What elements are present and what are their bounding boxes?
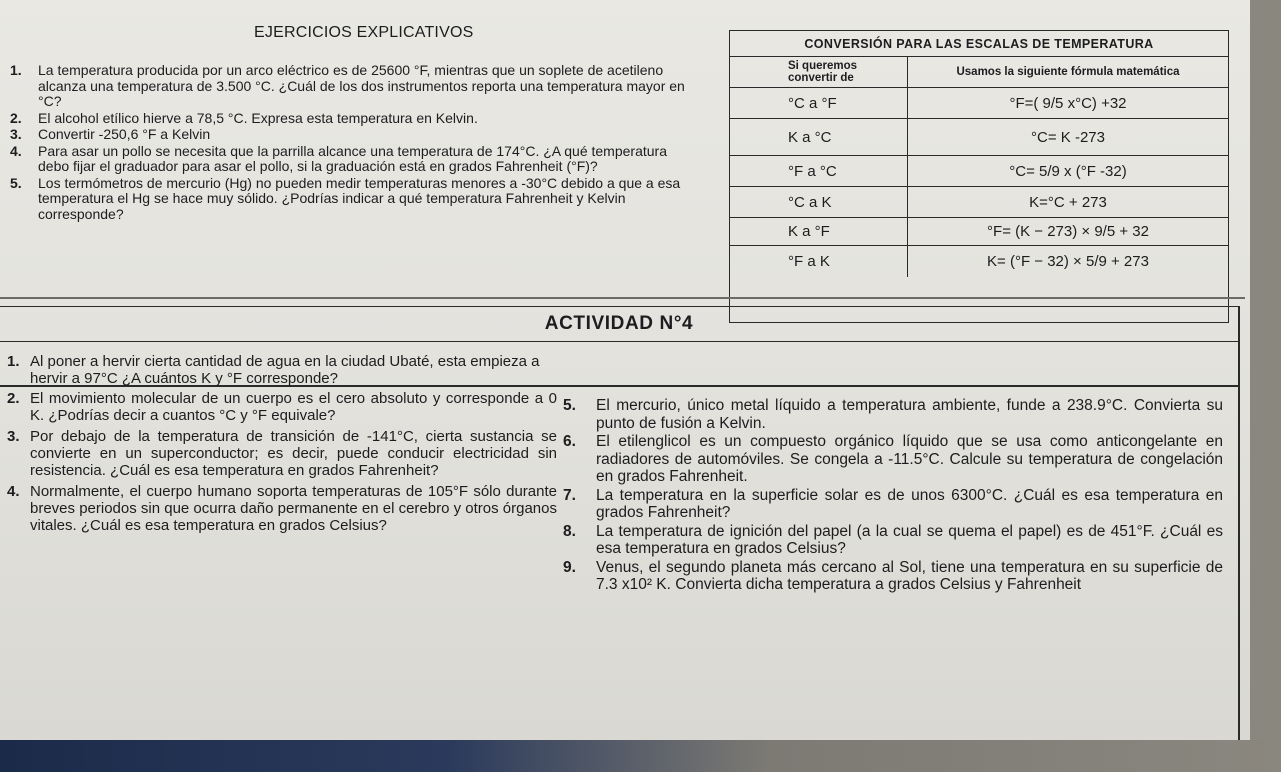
conversion-formula: K=°C + 273 [908, 187, 1228, 218]
explicativo-item [10, 63, 700, 110]
item-text: El etilenglicol es un compuesto orgánico líquido que se usa como anticongelante en radiadores de automóviles. Se congela a -11.5°C. Calcule su temperatura de congelación en grados Fahrenheit. [596, 433, 1223, 485]
conversion-formula: °F= (K − 273) × 9/5 + 32 [908, 218, 1228, 246]
actividad-item [7, 428, 557, 479]
conversion-from: K a °C [730, 119, 908, 156]
item-text: Al poner a hervir cierta cantidad de agua en la ciudad Ubaté, esta empieza a hervir a 97°C ¿A cuántos K y °F corresponde? [30, 353, 540, 387]
item-number: 1. [10, 62, 22, 78]
explicativo-item [10, 111, 700, 127]
item-text: Los termómetros de mercurio (Hg) no pueden medir temperaturas menores a -30°C debido a que a esa temperatura el Hg se hace muy sólido. ¿Podrías indicar a qué temperatura Fahrenheit y Kelvin corresponde? [38, 174, 681, 222]
conversion-table-title: CONVERSIÓN PARA LAS ESCALAS DE TEMPERATURA [730, 31, 1228, 57]
item-text: La temperatura de ignición del papel (a la cual se quema el papel) es de 451°F. ¿Cuál es esa temperatura en grados Celsius? [596, 522, 1223, 557]
explicativo-item [10, 144, 700, 175]
conversion-formula: °F=( 9/5 x°C) +32 [908, 88, 1228, 119]
item-number: 4. [7, 483, 20, 500]
item-text: Venus, el segundo planeta más cercano al Sol, tiene una temperatura en su superficie de 7.3 x10² K. Convierta dicha temperatura a grados Celsius y Fahrenheit [596, 558, 1223, 593]
actividad-item [563, 487, 1223, 522]
conversion-from: °C a K [730, 187, 908, 218]
item-number: 3. [10, 126, 22, 142]
item-text: Normalmente, el cuerpo humano soporta temperaturas de 105°F sólo durante breves periodos sin que ocurra daño permanente en el cerebro y otros órganos vitales. ¿Cuál es esa temperatura en grados Celsius? [30, 483, 557, 534]
item-number: 7. [563, 486, 576, 504]
conversion-from: °C a °F [730, 88, 908, 119]
conversion-header-formula: Usamos la siguiente fórmula matemática [908, 57, 1228, 88]
item-text: Convertir -250,6 °F a Kelvin [38, 126, 211, 142]
item-text: El alcohol etílico hierve a 78,5 °C. Expresa esta temperatura en Kelvin. [38, 109, 478, 126]
page-edge-right [1250, 0, 1281, 772]
actividad-title: ACTIVIDAD N°4 [0, 307, 1238, 342]
conversion-table [729, 30, 1229, 323]
explicativo-item [10, 176, 700, 223]
item-text: La temperatura en la superficie solar es de unos 6300°C. ¿Cuál es esa temperatura en grados Fahrenheit? [596, 486, 1223, 521]
actividad-item [563, 523, 1223, 558]
item-number: 6. [563, 433, 576, 450]
conversion-from: °F a °C [730, 156, 908, 187]
item-number: 8. [563, 522, 576, 540]
item-number: 3. [7, 428, 20, 445]
item-number: 1. [7, 353, 20, 370]
item-number: 5. [10, 174, 22, 191]
conversion-formula: °C= 5/9 x (°F -32) [908, 156, 1228, 187]
actividad-item [563, 397, 1223, 432]
actividad-item [7, 390, 557, 424]
explicativos-title: EJERCICIOS EXPLICATIVOS [254, 24, 474, 41]
actividad-item [563, 433, 1223, 486]
actividad-right-column [563, 397, 1223, 595]
actividad-left-column [7, 353, 557, 535]
item-number: 4. [10, 142, 22, 159]
conversion-from: K a °F [730, 218, 908, 246]
item-number: 5. [563, 397, 576, 414]
conversion-header-from: Si queremos convertir de [730, 57, 908, 88]
item-text: El mercurio, único metal líquido a temperatura ambiente, funde a 238.9°C. Convierta su punto de fusión a Kelvin. [596, 397, 1223, 432]
conversion-formula: °C= K -273 [908, 119, 1228, 156]
actividad-item [563, 559, 1223, 594]
item-text: Para asar un pollo se necesita que la parrilla alcance una temperatura de 174°C. ¿A qué temperatura debo fijar el graduador para asar el pollo, si la graduación está en grados Fahrenheit (°F)? [38, 142, 667, 174]
explicativo-item [10, 127, 700, 143]
item-text: El movimiento molecular de un cuerpo es el cero absoluto y corresponde a 0 K. ¿Podrías decir a cuantos °C y °F equivale? [30, 390, 557, 424]
item-text: La temperatura producida por un arco eléctrico es de 25600 °F, mientras que un soplete de acetileno alcanza una temperatura de 3.500 °C. ¿Cuál de los dos instrumentos reporta una temperatura mayor en °C? [38, 62, 685, 109]
actividad-section [0, 306, 1240, 742]
actividad-item [7, 353, 557, 387]
section-divider [0, 297, 1245, 299]
item-number: 9. [563, 558, 576, 576]
item-number: 2. [10, 109, 22, 126]
item-text: Por debajo de la temperatura de transición de -141°C, cierta sustancia se convierte en un superconductor; es decir, puede conducir electricidad sin resistencia. ¿Cuál es esa temperatura en grados Fahrenheit? [30, 428, 557, 479]
item-number: 2. [7, 390, 20, 407]
page-edge-bottom [0, 740, 1281, 772]
conversion-formula: K= (°F − 32) × 5/9 + 273 [987, 253, 1149, 270]
conversion-from: °F a K [730, 246, 908, 277]
actividad-item [7, 483, 557, 534]
explicativos-list [10, 63, 700, 223]
